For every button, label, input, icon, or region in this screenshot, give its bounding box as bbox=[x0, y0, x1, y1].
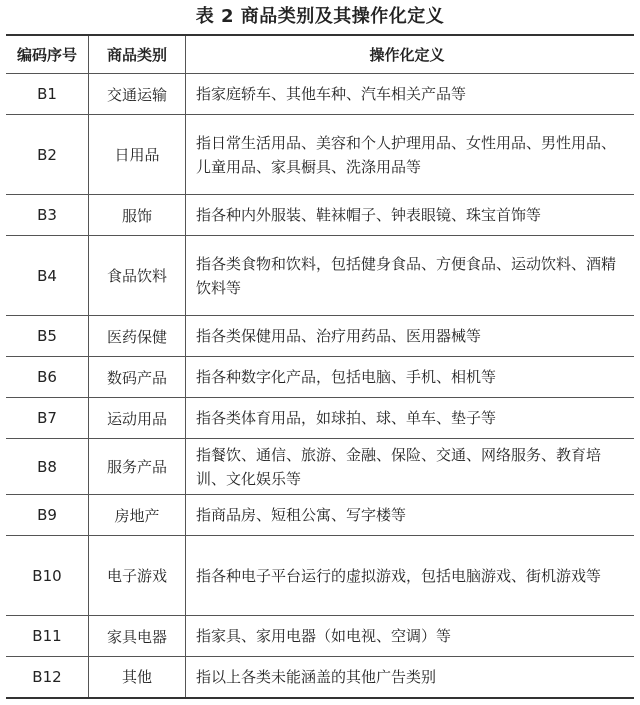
cell-code: B1 bbox=[6, 74, 89, 115]
cell-code: B4 bbox=[6, 236, 89, 316]
cell-code: B10 bbox=[6, 536, 89, 616]
cell-category: 运动用品 bbox=[89, 398, 186, 439]
table-header-row bbox=[6, 35, 634, 74]
table-row bbox=[6, 657, 634, 698]
table-row bbox=[6, 398, 634, 439]
cell-category: 数码产品 bbox=[89, 357, 186, 398]
table-row bbox=[6, 74, 634, 115]
table-row bbox=[6, 536, 634, 616]
cell-definition: 指以上各类未能涵盖的其他广告类别 bbox=[186, 657, 635, 698]
cell-definition: 指家具、家用电器（如电视、空调）等 bbox=[186, 616, 635, 657]
table-row bbox=[6, 439, 634, 495]
cell-category: 其他 bbox=[89, 657, 186, 698]
cell-category: 服务产品 bbox=[89, 439, 186, 495]
table-row bbox=[6, 616, 634, 657]
cell-code: B5 bbox=[6, 316, 89, 357]
header-category: 商品类别 bbox=[89, 35, 186, 74]
table-row bbox=[6, 115, 634, 195]
cell-category: 食品饮料 bbox=[89, 236, 186, 316]
category-definition-table bbox=[6, 34, 634, 699]
cell-category: 交通运输 bbox=[89, 74, 186, 115]
cell-code: B12 bbox=[6, 657, 89, 698]
header-code: 编码序号 bbox=[6, 35, 89, 74]
cell-definition: 指各类体育用品，如球拍、球、单车、垫子等 bbox=[186, 398, 635, 439]
cell-definition: 指各种数字化产品，包括电脑、手机、相机等 bbox=[186, 357, 635, 398]
cell-category: 家具电器 bbox=[89, 616, 186, 657]
table-row bbox=[6, 357, 634, 398]
table-row bbox=[6, 195, 634, 236]
cell-category: 房地产 bbox=[89, 495, 186, 536]
cell-definition: 指各种内外服装、鞋袜帽子、钟表眼镜、珠宝首饰等 bbox=[186, 195, 635, 236]
cell-code: B7 bbox=[6, 398, 89, 439]
table-row bbox=[6, 236, 634, 316]
cell-definition: 指商品房、短租公寓、写字楼等 bbox=[186, 495, 635, 536]
cell-category: 电子游戏 bbox=[89, 536, 186, 616]
cell-code: B11 bbox=[6, 616, 89, 657]
table-row bbox=[6, 316, 634, 357]
cell-category: 服饰 bbox=[89, 195, 186, 236]
cell-definition: 指餐饮、通信、旅游、金融、保险、交通、网络服务、教育培训、文化娱乐等 bbox=[186, 439, 635, 495]
header-definition: 操作化定义 bbox=[186, 35, 635, 74]
table-row bbox=[6, 495, 634, 536]
cell-definition: 指家庭轿车、其他车种、汽车相关产品等 bbox=[196, 85, 467, 103]
cell-category: 医药保健 bbox=[89, 316, 186, 357]
cell-definition: 指各类食物和饮料，包括健身食品、方便食品、运动饮料、酒精饮料等 bbox=[186, 236, 635, 316]
cell-code: B3 bbox=[6, 195, 89, 236]
cell-definition: 指日常生活用品、美容和个人护理用品、女性用品、男性用品、儿童用品、家具橱具、洗涤用品等 bbox=[186, 115, 635, 195]
cell-code: B9 bbox=[6, 495, 89, 536]
cell-definition: 指各类保健用品、治疗用药品、医用器械等 bbox=[186, 316, 635, 357]
cell-category: 日用品 bbox=[89, 115, 186, 195]
cell-code: B8 bbox=[6, 439, 89, 495]
cell-code: B2 bbox=[6, 115, 89, 195]
cell-definition: 指各种电子平台运行的虚拟游戏，包括电脑游戏、街机游戏等 bbox=[186, 536, 635, 616]
cell-code: B6 bbox=[6, 357, 89, 398]
table-caption: 表 2 商品类别及其操作化定义 bbox=[195, 6, 445, 27]
